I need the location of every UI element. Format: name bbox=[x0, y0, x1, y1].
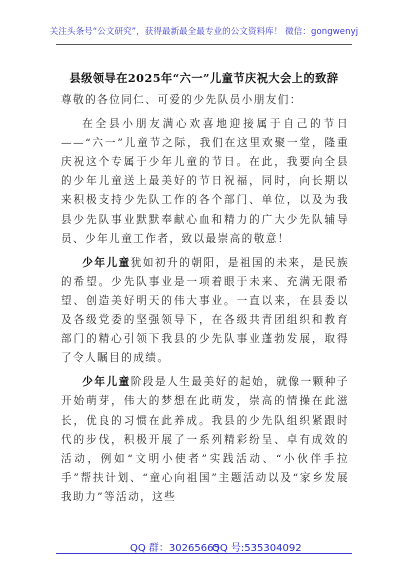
document-body bbox=[61, 91, 349, 507]
header-divider bbox=[56, 44, 352, 45]
salutation: 尊敬的各位同仁、可爱的少先队员小朋友们： bbox=[61, 94, 302, 106]
paragraph-2 bbox=[61, 254, 349, 369]
paragraph-1: 在全县小朋友满心欢喜地迎接属于自己的节日——“六一”儿童节之际，我们在这里欢聚一堂，隆重庆祝这个专属于少年儿童的节日。在此，我要向全县的少年儿童送上最美好的节日祝福，同时，向长期以来积极支持少先队工作的各个部门、单位，以及为我县少先队事业默默奉献心血和精力的广大少先队辅导员、少年儿童工作者，致以最崇高的敬意！ bbox=[61, 118, 349, 245]
paragraph-2-lead: 少年儿童 bbox=[82, 256, 131, 269]
header-banner: 关注头条号“公文研究”，获得最新最全最专业的公文资料库！ 微信：gongwenyj bbox=[49, 27, 359, 37]
paragraph-3-text: 阶段是人生最美好的起始，就像一颗种子开始萌芽，伟大的梦想在此萌发，崇高的情操在此滋长，优良的习惯在此养成。我县的少先队组织紧跟时代的步伐，积极开展了一系列精彩纷呈、卓有成效的活动，例如“文明小使者”实践活动、“小伙伴手拉手”帮扶计划、“童心向祖国”主题活动以及“家乡发展我助力”等活动，这些 bbox=[61, 376, 349, 503]
paragraph-2-text: 犹如初升的朝阳，是祖国的未来，是民族的希望。少先队事业是一项着眼于未来、充满无限希望、创造美好明天的伟大事业。一直以来，在县委以及各级党委的坚强领导下，在各级共青团组织和教育部门的精心引领下我县的少先队事业蓬勃发展，取得了令人瞩目的成绩。 bbox=[61, 256, 349, 365]
document-title: 县级领导在2025年“六一”儿童节庆祝大会上的致辞 bbox=[69, 71, 339, 85]
footer-qq-group: QQ 群：30265665 bbox=[130, 543, 220, 554]
paragraph-3-lead: 少年儿童 bbox=[82, 376, 131, 389]
footer-divider bbox=[56, 553, 352, 554]
paragraph-3 bbox=[61, 373, 349, 507]
footer-qq-number: QQ 号:535304092 bbox=[212, 543, 302, 554]
